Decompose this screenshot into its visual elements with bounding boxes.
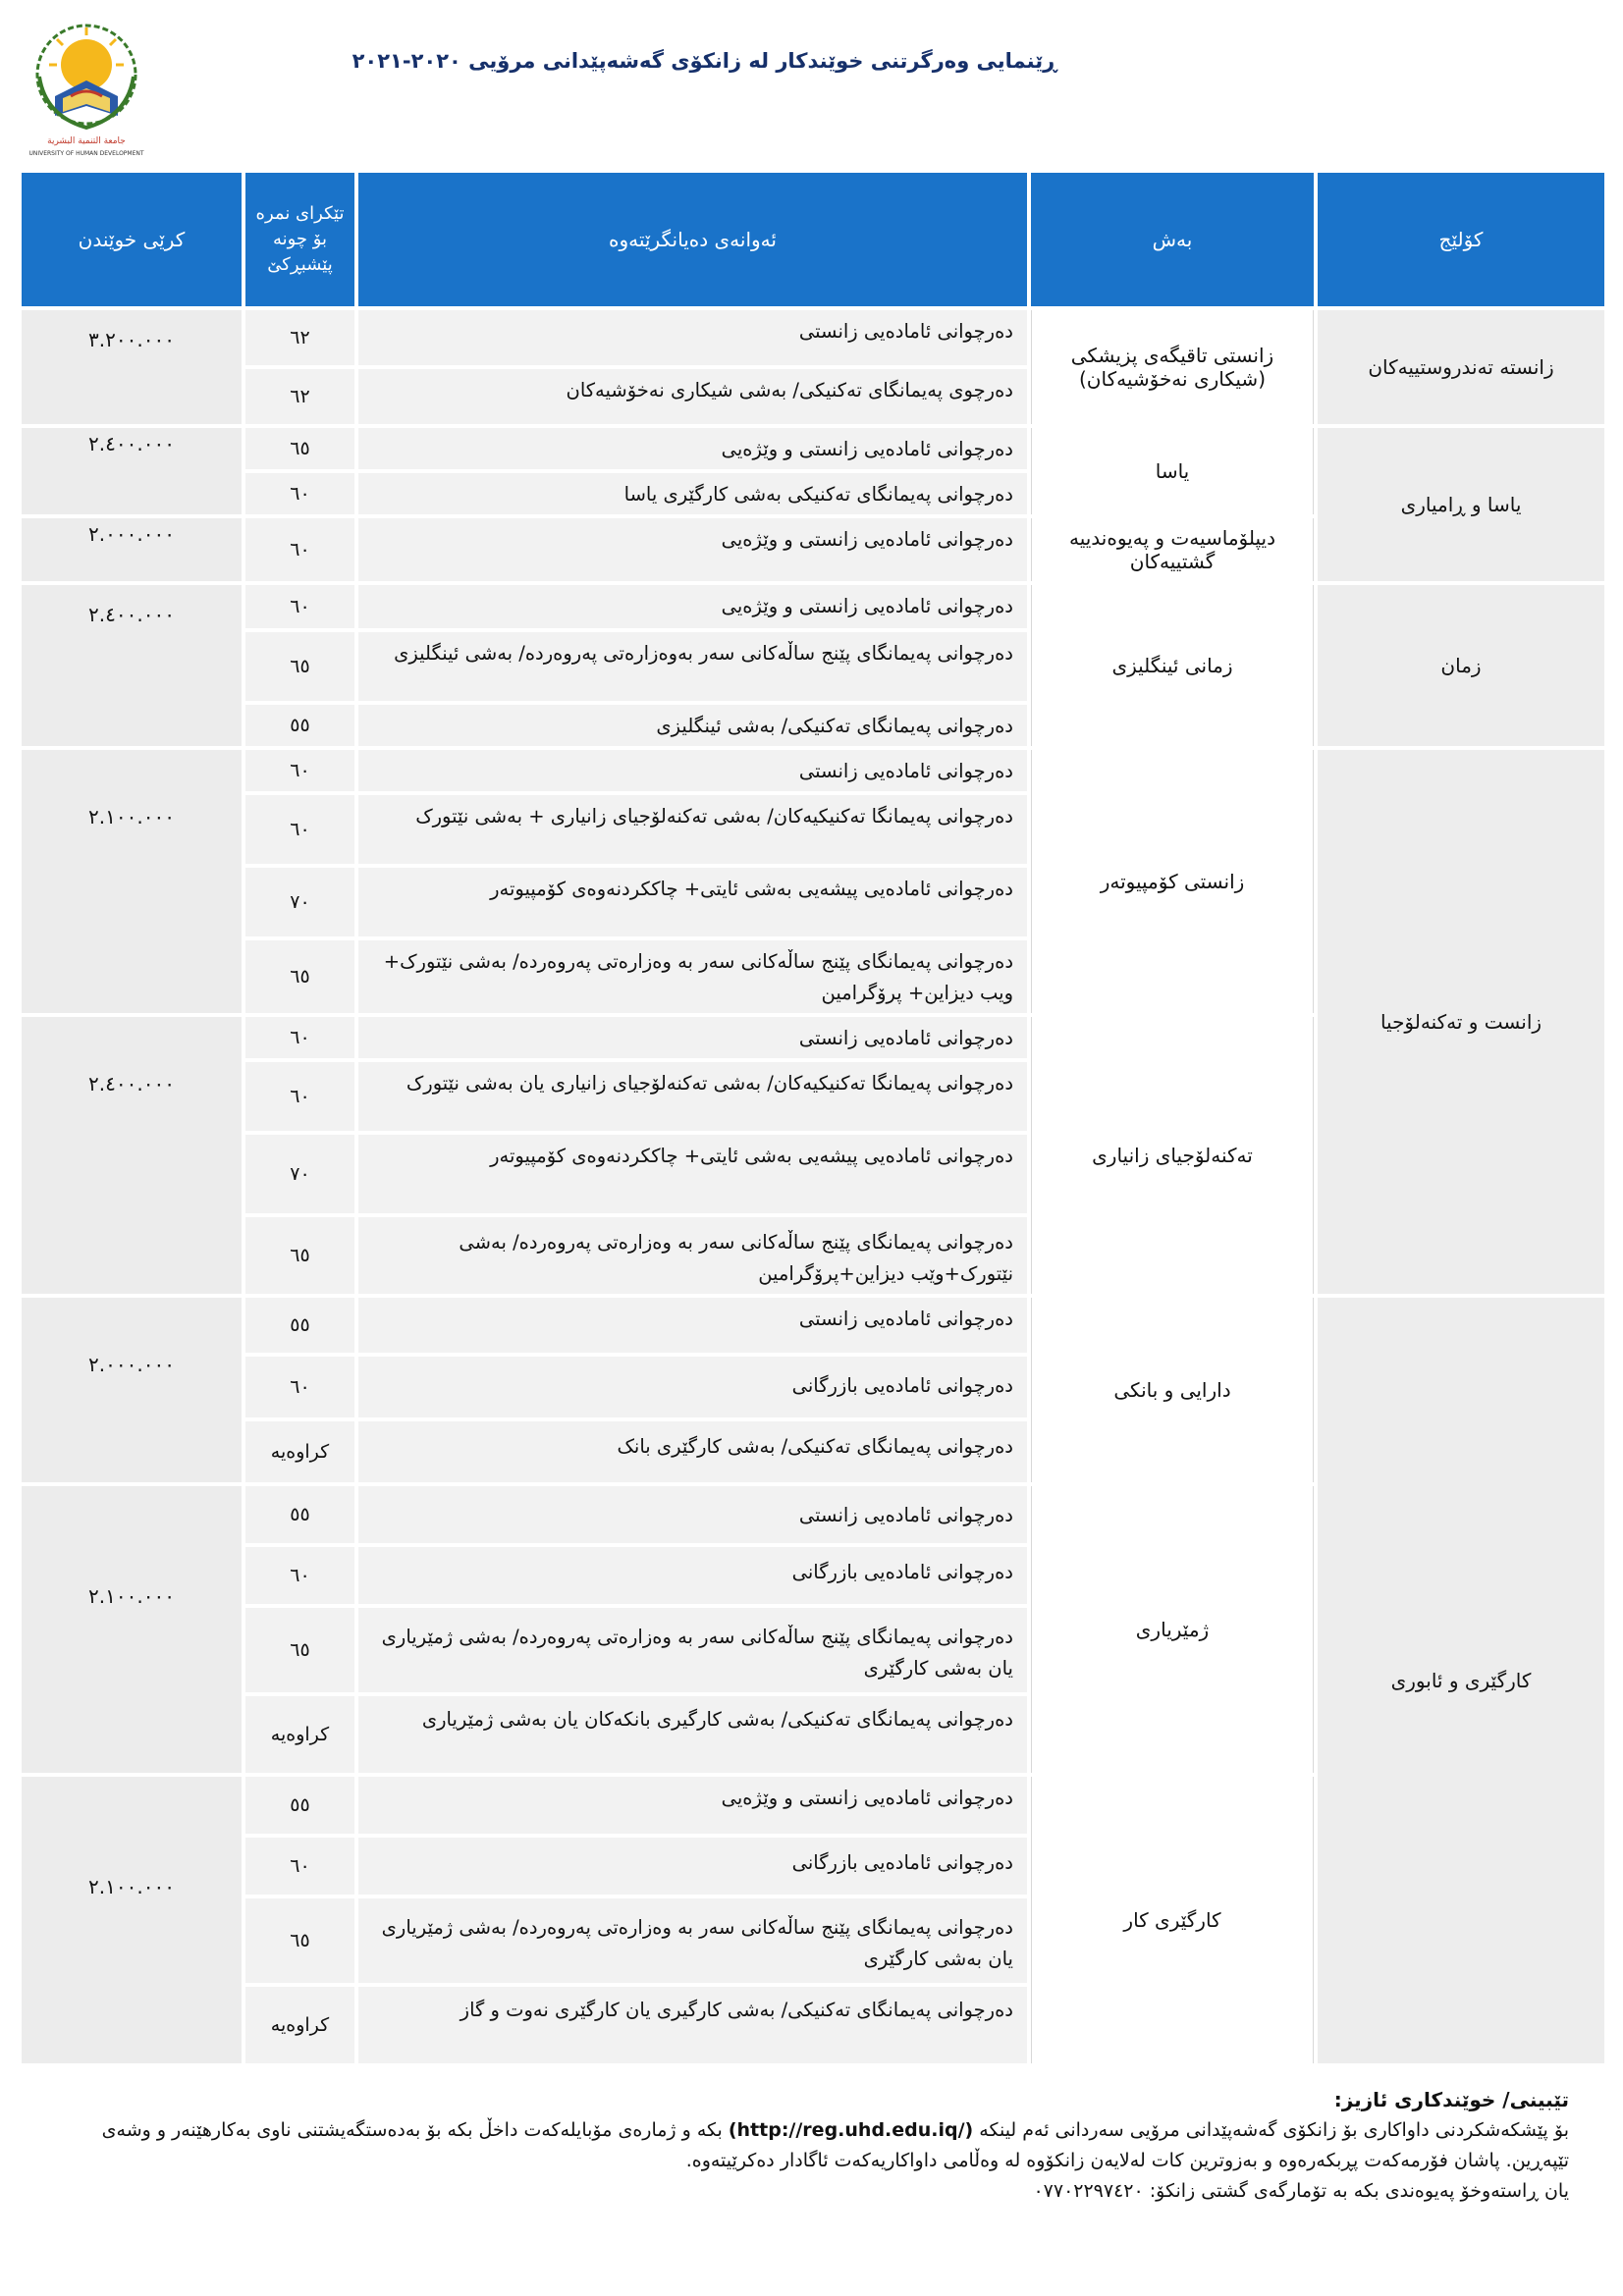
requirement-cell: دەرچوانی پەیمانگای پێنج ساڵەکانی سەر بە وەزارەتی پەروەردە/ بەشی ژمێریاری یان بەشی کارگێری — [358, 1898, 1027, 1983]
college-cell: یاسا و ڕامیاری — [1318, 428, 1604, 581]
fee-cell: ٢.٠٠٠.٠٠٠ — [22, 518, 242, 581]
header-requirements: ئەوانەی دەیانگرێتەوە — [358, 173, 1027, 306]
table-row — [22, 1298, 1604, 1353]
department-cell: یاسا — [1031, 428, 1314, 514]
grade-cell: ٦٥ — [245, 1898, 354, 1983]
grade-cell: ٦٠ — [245, 1547, 354, 1604]
requirement-cell: دەرچوانی پەیمانگای پێنج ساڵەکانی سەر بە وەزارەتی پەروەردە/ بەشی ژمێریاری یان بەشی کارگێری — [358, 1608, 1027, 1692]
grade-cell: کراوەیە — [245, 1696, 354, 1773]
requirement-cell: دەرچوانی ئامادەیی زانستی — [358, 1298, 1027, 1353]
fee-cell: ٢.٠٠٠.٠٠٠ — [22, 1298, 242, 1482]
university-logo — [27, 18, 145, 165]
table-row — [22, 310, 1604, 365]
fee-cell: ٣.٢٠٠.٠٠٠ — [22, 310, 242, 424]
requirement-cell: دەرچوانی ئامادەیی زانستی — [358, 1017, 1027, 1058]
grade-cell: ٦٥ — [245, 940, 354, 1013]
grade-cell: ٥٥ — [245, 1486, 354, 1543]
requirement-cell: دەرچوانی پەیمانگای تەکنیکی/ بەشی کارگیری یان کارگێری نەوت و گاز — [358, 1987, 1027, 2063]
contact-line: یان ڕاستەوخۆ پەیوەندی بکە بە تۆمارگەی گشتی زانکۆ: ٠٧٧٠٢٢٩٧٤٢٠ — [1033, 2180, 1569, 2202]
grade-cell: ٦٠ — [245, 750, 354, 791]
svg-text:UNIVERSITY OF HUMAN DEVELOPMEN: UNIVERSITY OF HUMAN DEVELOPMENT — [28, 150, 144, 157]
page-title: ڕێنمایی وەرگرتنی خوێندکار لە زانکۆی گەشەپێدانی مرۆیی ٢٠٢٠-٢٠٢١ — [352, 49, 1057, 73]
table-row — [22, 428, 1604, 469]
table-row — [22, 750, 1604, 791]
header-min-grade: تێکرای نمرە بۆ چونە پێشبڕکێ — [245, 173, 354, 306]
grade-cell: ٦٢ — [245, 369, 354, 424]
grade-cell: ٦٥ — [245, 1217, 354, 1294]
requirement-cell: دەرچوانی پەیمانگای پێنج ساڵەکانی سەر بە وەزارەتی پەروەردە/ بەشی نێتورک+ ویب دیزاین+ پرۆگرامین — [358, 940, 1027, 1013]
note-section — [79, 2085, 1569, 2207]
requirement-cell: دەرچوانی پەیمانگا تەکنیکیەکان/ بەشی تەکنەلۆجیای زانیاری یان بەشی نێتورک — [358, 1062, 1027, 1131]
requirement-cell: دەرچوانی ئامادەیی زانستی و وێژەیی — [358, 428, 1027, 469]
requirement-cell: دەرچوانی پەیمانگا تەکنیکیەکان/ بەشی تەکنەلۆجیای زانیاری + بەشی نێتورک — [358, 795, 1027, 864]
header-row — [22, 173, 1604, 306]
requirement-cell: دەرچوانی پەیمانگای پێنج ساڵەکانی سەر بەوەزارەتی پەروەردە/ بەشی ئینگلیزی — [358, 632, 1027, 701]
header-college: کۆلێج — [1318, 173, 1604, 306]
requirement-cell: دەرچوانی ئامادەیی بازرگانی — [358, 1547, 1027, 1604]
department-cell: دیپلۆماسیەت و پەیوەندییە گشتییەکان — [1031, 518, 1314, 581]
requirement-cell: دەرچوانی ئامادەیی پیشەیی بەشی ئایتی+ چاککردنەوەی کۆمپیوتەر — [358, 1135, 1027, 1213]
fee-cell: ٢.٤٠٠.٠٠٠ — [22, 1017, 242, 1294]
college-cell: زمان — [1318, 585, 1604, 746]
college-cell: زانستە تەندروستییەکان — [1318, 310, 1604, 424]
department-cell: زمانی ئینگلیزی — [1031, 585, 1314, 746]
grade-cell: ٦٥ — [245, 1608, 354, 1692]
grade-cell: کراوەیە — [245, 1987, 354, 2063]
requirement-cell: دەرچوانی ئامادەیی زانستی و وێژەیی — [358, 585, 1027, 628]
table-row — [22, 585, 1604, 628]
requirement-cell: دەرچوانی ئامادەیی بازرگانی — [358, 1357, 1027, 1417]
department-cell: تەکنەلۆجیای زانیاری — [1031, 1017, 1314, 1294]
requirement-cell: دەرچوانی ئامادەیی پیشەیی بەشی ئایتی+ چاککردنەوەی کۆمپیوتەر — [358, 868, 1027, 936]
department-cell: زانستی کۆمپیوتەر — [1031, 750, 1314, 1013]
note-title: تێبینی/ خوێندکاری ئازیز: — [1333, 2088, 1569, 2111]
requirement-cell: دەرچوانی پەیمانگای تەکنیکی بەشی کارگێری یاسا — [358, 473, 1027, 514]
fee-cell: ٢.١٠٠.٠٠٠ — [22, 1486, 242, 1773]
svg-text:جامعة التنمية البشرية: جامعة التنمية البشرية — [47, 136, 126, 146]
grade-cell: ٥٥ — [245, 1777, 354, 1834]
grade-cell: ٥٥ — [245, 1298, 354, 1353]
requirement-cell: دەرچوانی ئامادەیی زانستی و وێژەیی — [358, 518, 1027, 581]
grade-cell: ٦٥ — [245, 428, 354, 469]
note-body — [79, 2115, 1569, 2176]
department-cell: دارایی و بانکی — [1031, 1298, 1314, 1482]
requirement-cell: دەرچوانی ئامادەیی زانستی — [358, 310, 1027, 365]
grade-cell: ٦٠ — [245, 1838, 354, 1895]
requirement-cell: دەرچوانی پەیمانگای پێنج ساڵەکانی سەر بە وەزارەتی پەروەردە/ بەشی نێتورک+وێب دیزاین+پرۆگرامین — [358, 1217, 1027, 1294]
college-cell: کارگێری و ئابوری — [1318, 1298, 1604, 2063]
college-cell: زانست و تەکنەلۆجیا — [1318, 750, 1604, 1294]
grade-cell: ٦٠ — [245, 795, 354, 864]
grade-cell: کراوەیە — [245, 1421, 354, 1482]
fee-cell: ٢.٤٠٠.٠٠٠ — [22, 428, 242, 514]
requirement-cell: دەرچوانی پەیمانگای تەکنیکی/ بەشی ئینگلیزی — [358, 705, 1027, 746]
requirement-cell: دەرچوانی ئامادەیی زانستی — [358, 1486, 1027, 1543]
requirement-cell: دەرچوانی پەیمانگای تەکنیکی/ بەشی کارگیری بانکەکان یان بەشی ژمێریاری — [358, 1696, 1027, 1773]
grade-cell: ٦٠ — [245, 1062, 354, 1131]
header-department: بەش — [1031, 173, 1314, 306]
grade-cell: ٦٠ — [245, 585, 354, 628]
grade-cell: ٦٠ — [245, 473, 354, 514]
requirement-cell: دەرچوی پەیمانگای تەکنیکی/ بەشی شیکاری نەخۆشیەکان — [358, 369, 1027, 424]
department-cell: کارگێری کار — [1031, 1777, 1314, 2063]
fee-cell: ٢.١٠٠.٠٠٠ — [22, 1777, 242, 2063]
requirement-cell: دەرچوانی پەیمانگای تەکنیکی/ بەشی کارگێری بانک — [358, 1421, 1027, 1482]
note-text: بۆ پێشکەشکردنی داواکاری بۆ زانکۆی گەشەپێدانی مرۆیی سەردانی ئەم لینکە — [979, 2119, 1569, 2141]
registration-link[interactable]: (http://reg.uhd.edu.iq/) — [728, 2119, 974, 2141]
admission-table — [18, 169, 1608, 2067]
grade-cell: ٦٠ — [245, 1017, 354, 1058]
requirement-cell: دەرچوانی ئامادەیی زانستی — [358, 750, 1027, 791]
department-cell: زانستی تاقیگەی پزیشکی (شیکاری نەخۆشیەکان) — [1031, 310, 1314, 424]
fee-cell: ٢.٤٠٠.٠٠٠ — [22, 585, 242, 746]
department-cell: ژمێریاری — [1031, 1486, 1314, 1773]
requirement-cell: دەرچوانی ئامادەیی بازرگانی — [358, 1838, 1027, 1895]
grade-cell: ٥٥ — [245, 705, 354, 746]
grade-cell: ٦٠ — [245, 1357, 354, 1417]
grade-cell: ٦٢ — [245, 310, 354, 365]
fee-cell: ٢.١٠٠.٠٠٠ — [22, 750, 242, 1013]
header-tuition: کرێی خوێندن — [22, 173, 242, 306]
note-text-after: بکە و ژمارەی مۆبایلەکەت داخڵ بکە بۆ بەدەستگەیشتنی ناوی بەکارهێنەر و وشەی تێپەڕین. پاشان فۆرمەکەت پڕبکەرەوە و بەزوترین کات لەلایەن زانکۆوە لە وەڵامی داواکاریەکەت ئاگادار دەکرێیتەوە. — [101, 2119, 1569, 2171]
grade-cell: ٧٠ — [245, 1135, 354, 1213]
requirement-cell: دەرچوانی ئامادەیی زانستی و وێژەیی — [358, 1777, 1027, 1834]
grade-cell: ٦٠ — [245, 518, 354, 581]
grade-cell: ٦٥ — [245, 632, 354, 701]
grade-cell: ٧٠ — [245, 868, 354, 936]
